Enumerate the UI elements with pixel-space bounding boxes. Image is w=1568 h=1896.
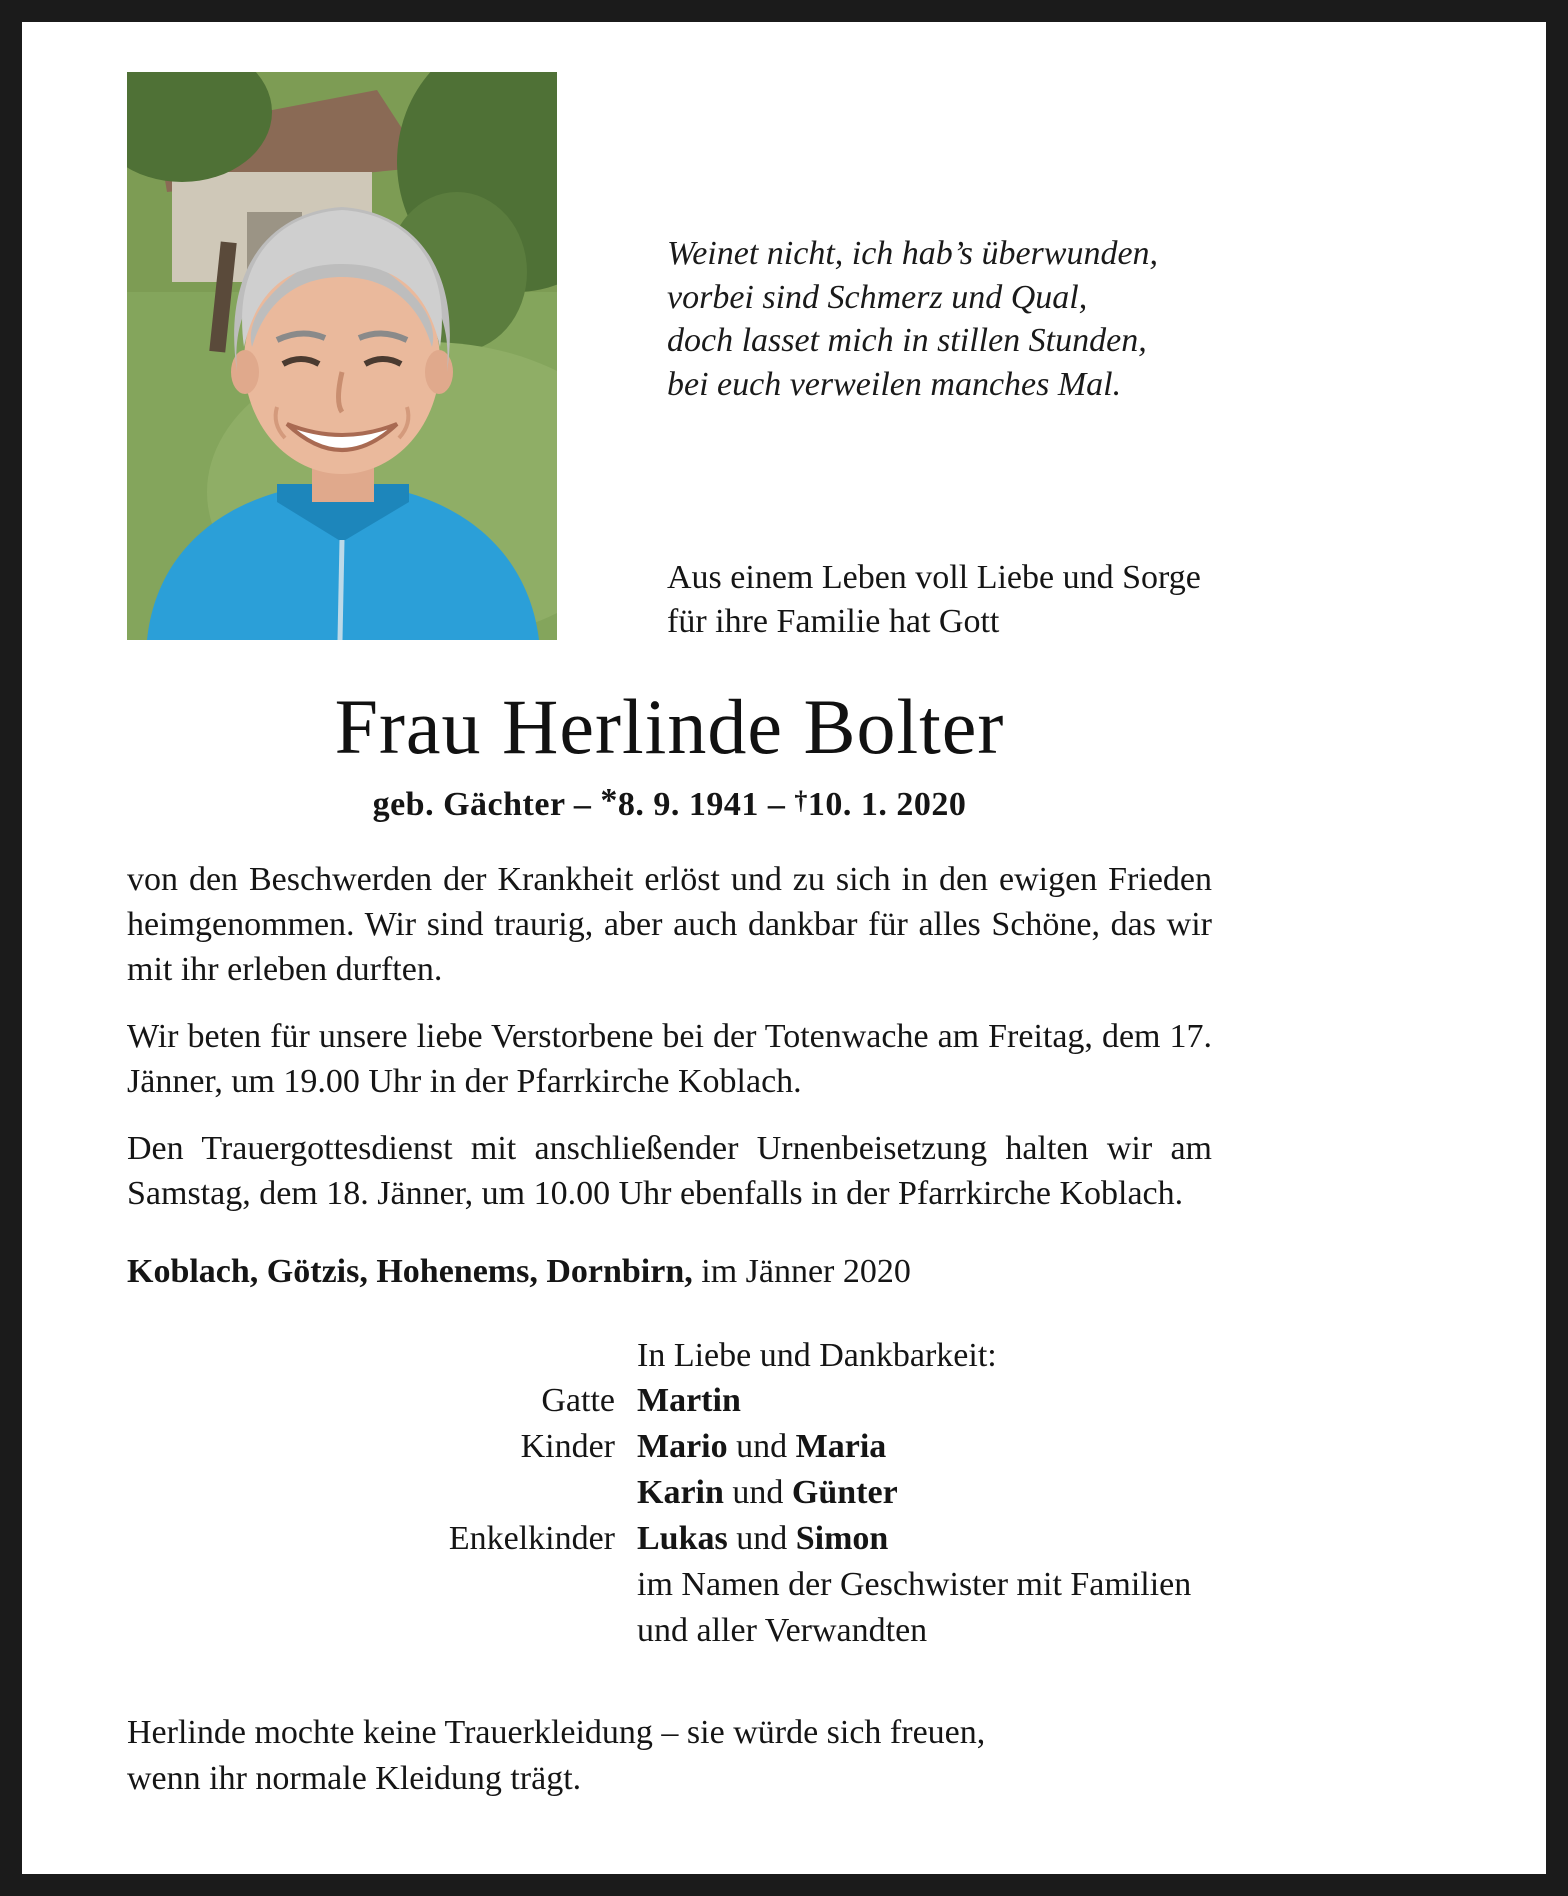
family-role: Gatte	[541, 1382, 615, 1420]
family-footer-line: im Namen der Geschwister mit Familien	[637, 1566, 1192, 1604]
signoff-date: im Jänner 2020	[701, 1252, 911, 1290]
top-section	[127, 72, 1212, 644]
family-row	[127, 1378, 1212, 1424]
deceased-name: Frau Herlinde Bolter	[334, 683, 1005, 771]
family-footer-line: und aller Verwandten	[637, 1611, 928, 1649]
portrait-photo-illustration	[127, 72, 557, 640]
family-heading-row	[127, 1333, 1212, 1379]
closing-note	[127, 1710, 1212, 1802]
paragraph-trauergottesdienst: Den Trauergottesdienst mit anschließender Urnenbeisetzung halten wir am Samstag, dem 18. Jänner, um 10.00 Uhr ebenfalls in der Pfarrkirche Koblach.	[127, 1129, 1212, 1212]
death-dagger-symbol: †	[794, 786, 808, 816]
body-text	[127, 858, 1212, 1216]
portrait-photo	[127, 72, 557, 640]
intro-line: für ihre Familie hat Gott	[667, 603, 1000, 641]
paragraph-totenwache: Wir beten für unsere liebe Verstorbene bei der Totenwache am Freitag, dem 17. Jänner, um 19.00 Uhr in der Pfarrkirche Koblach.	[127, 1018, 1212, 1100]
family-names: Martin	[637, 1382, 741, 1420]
family-section	[127, 1333, 1212, 1654]
family-role	[127, 1470, 615, 1516]
intro-text	[667, 556, 1201, 644]
birth-star-symbol: *	[600, 782, 618, 820]
poem-line: vorbei sind Schmerz und Qual,	[667, 278, 1088, 316]
family-role: Enkelkinder	[448, 1520, 615, 1558]
birth-date: 8. 9. 1941	[617, 786, 759, 824]
death-date: 10. 1. 2020	[807, 786, 967, 824]
poem-line: Weinet nicht, ich hab’s überwunden,	[667, 235, 1159, 272]
closing-line: wenn ihr normale Kleidung trägt.	[127, 1759, 582, 1797]
family-footer-row	[127, 1562, 1212, 1608]
family-names: Lukas und Simon	[637, 1520, 889, 1558]
family-names: Karin und Günter	[637, 1474, 898, 1512]
poem-line: doch lasset mich in stillen Stunden,	[667, 322, 1147, 360]
family-role: Kinder	[520, 1428, 615, 1466]
family-footer-row	[127, 1608, 1212, 1654]
paragraph-passing: von den Beschwerden der Krankheit erlöst und zu sich in den ewigen Frieden heimgenommen. Wir sind traurig, aber auch dankbar für alles Schöne, das wir mit ihr erleben durften.	[127, 861, 1212, 989]
poem-line: bei euch verweilen manches Mal.	[667, 365, 1122, 403]
poem	[667, 232, 1201, 406]
family-row	[127, 1516, 1212, 1562]
obituary-content	[127, 22, 1212, 1802]
poem-and-intro	[667, 72, 1201, 644]
birth-death-line	[127, 782, 1212, 824]
born-name: geb. Gächter	[372, 786, 565, 824]
signoff-places: Koblach, Götzis, Hohenems, Dornbirn,	[127, 1252, 693, 1290]
family-row	[127, 1470, 1212, 1516]
family-row	[127, 1424, 1212, 1470]
dash: –	[767, 786, 786, 824]
signoff-line	[127, 1253, 1212, 1291]
closing-line: Herlinde mochte keine Trauerkleidung – sie würde sich freuen,	[127, 1713, 986, 1751]
family-names: Mario und Maria	[637, 1428, 887, 1466]
dash: –	[573, 786, 592, 824]
intro-line: Aus einem Leben voll Liebe und Sorge	[667, 559, 1201, 597]
family-heading: In Liebe und Dankbarkeit:	[637, 1336, 997, 1374]
